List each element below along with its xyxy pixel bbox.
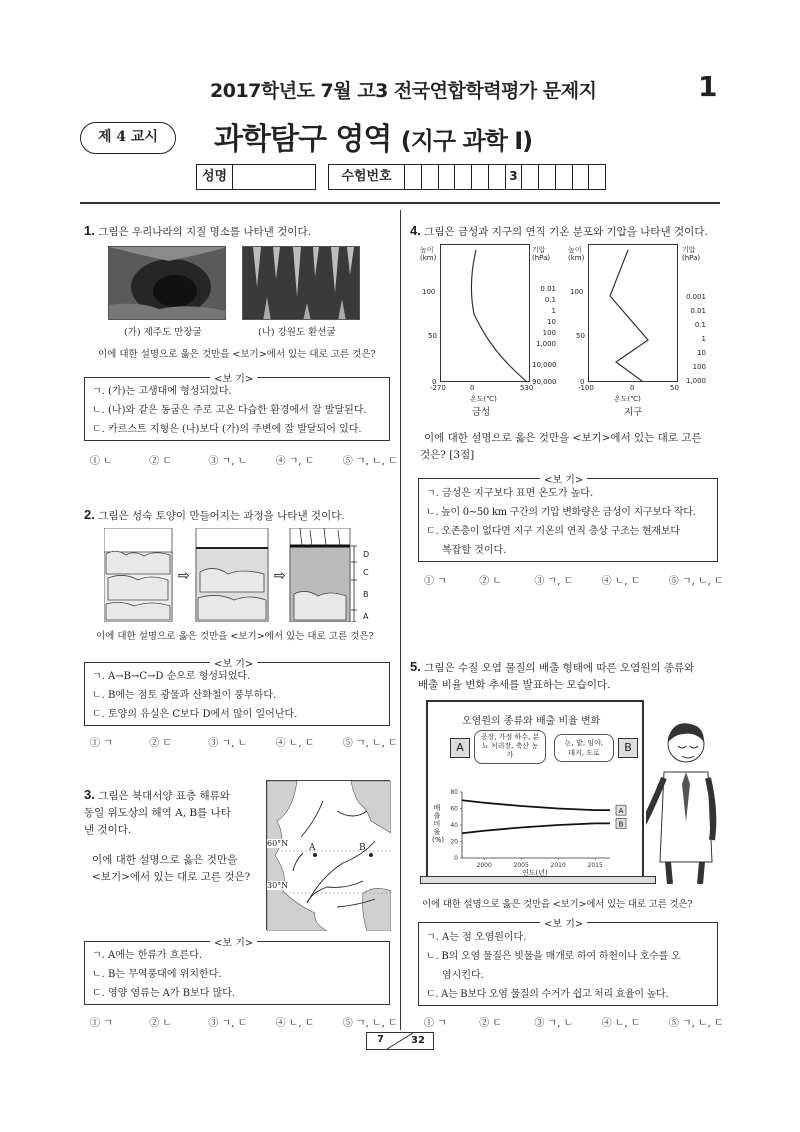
exam-number-digit[interactable] — [589, 165, 605, 189]
exam-number-box — [328, 164, 606, 190]
q1-bogi-items — [92, 382, 388, 439]
column-divider — [400, 210, 401, 1030]
q2-stem-text: 그림은 성숙 토양이 만들어지는 과정을 나타낸 것이다. — [98, 510, 345, 522]
q5-choice-5[interactable]: ⑤ ㄱ, ㄴ, ㄷ — [668, 1018, 724, 1029]
exam-number-digit[interactable] — [556, 165, 573, 189]
q3-prompt-line-2: <보기>에서 있는 대로 고른 것은? — [92, 871, 251, 883]
earth-p-4: 1 — [701, 335, 706, 343]
q3-stem-line-3: 낸 것이다. — [84, 824, 132, 836]
exam-number-digit[interactable] — [405, 165, 422, 189]
limestone-cave-image — [243, 247, 360, 320]
q1-caption-a: (가) 제주도 만장굴 — [124, 327, 202, 338]
q3-item-3: ㄷ. 영양 염류는 A가 B보다 많다. — [92, 988, 236, 999]
q3-current-map — [266, 780, 390, 930]
q2-choices — [90, 734, 398, 749]
q5-stem-line-1 — [410, 658, 722, 677]
q5-number: 5. — [410, 659, 421, 674]
earth-profile-plot — [588, 244, 678, 386]
q1-prompt: 이에 대한 설명으로 옳은 것만을 <보기>에서 있는 대로 고른 것은? — [98, 349, 376, 360]
q5-bogi-items — [426, 928, 716, 1004]
venus-profile-plot — [440, 244, 530, 386]
venus-x-zero: 0 — [470, 384, 475, 392]
subject-title — [214, 114, 532, 158]
venus-x-min: -270 — [430, 384, 446, 392]
q4-number: 4. — [410, 223, 421, 238]
chart-x-tick-label: 2005 — [513, 862, 529, 869]
earth-x-zero: 0 — [630, 384, 635, 392]
page-number: 1 — [698, 70, 718, 103]
q5-choice-2[interactable]: ② ㄷ — [479, 1018, 503, 1029]
q5-bogi-title: <보 기> — [540, 915, 587, 930]
venus-p-4: 10 — [547, 318, 556, 326]
q2-item-1: ㄱ. A→B→C→D 순으로 형성되었다. — [92, 671, 251, 682]
q4-bogi-title: <보 기> — [540, 471, 587, 486]
q4-choice-1[interactable]: ① ㄱ — [424, 576, 447, 587]
venus-p-2: 0.1 — [544, 296, 556, 304]
q1-bogi-title: <보 기> — [210, 370, 257, 385]
q3-choice-2[interactable]: ② ㄴ — [149, 1018, 173, 1029]
q5-choice-1[interactable]: ① ㄱ — [424, 1018, 447, 1029]
earth-caption: 지구 — [624, 407, 643, 418]
q1-choice-2[interactable]: ② ㄷ — [149, 456, 173, 467]
page-total: 32 — [411, 1035, 425, 1046]
q2-item-3: ㄷ. 토양의 유실은 C보다 D에서 많이 일어난다. — [92, 709, 298, 720]
name-label: 성명 — [197, 165, 233, 189]
page-current: 7 — [377, 1034, 384, 1045]
venus-caption: 금성 — [472, 407, 491, 418]
venus-p-3: 1 — [551, 307, 556, 315]
q2-choice-4[interactable]: ④ ㄴ, ㄷ — [275, 738, 315, 749]
venus-press-label: 기압(hPa) — [532, 246, 551, 262]
earth-y-0: 0 — [580, 378, 585, 386]
q1-choice-5[interactable]: ⑤ ㄱ, ㄴ, ㄷ — [342, 456, 398, 467]
q2-stem — [84, 506, 345, 525]
q1-number: 1. — [84, 223, 95, 238]
q5-item-1: ㄱ. A는 점 오염원이다. — [426, 932, 527, 943]
map-label-a: A — [309, 843, 316, 853]
q5-choice-3[interactable]: ③ ㄱ, ㄴ — [534, 1018, 574, 1029]
q1-caption-b: (나) 강원도 환선굴 — [258, 327, 336, 338]
q1-item-3: ㄷ. 카르스트 지형은 (나)보다 (가)의 주변에 잘 발달되어 있다. — [92, 424, 362, 435]
emission-ratio-chart — [440, 786, 636, 878]
chart-y-tick-label: 0 — [454, 855, 458, 862]
exam-title: 2017학년도 7월 고3 전국연합학력평가 문제지 — [210, 80, 597, 102]
earth-y-50: 50 — [576, 332, 585, 340]
earth-p-7: 1,000 — [685, 377, 706, 385]
earth-p-2: 0.01 — [690, 307, 706, 315]
map-label-60n: 60°N — [267, 839, 289, 848]
q5-item-2: ㄴ. B의 오염 물질은 빗물을 매개로 하여 하천이나 호수를 오 — [426, 951, 681, 962]
venus-x-label: 온도(℃) — [470, 395, 497, 403]
q3-item-1: ㄱ. A에는 한류가 흐른다. — [92, 950, 203, 961]
map-label-30n: 30°N — [267, 881, 289, 890]
lava-tube-image — [109, 247, 226, 320]
q4-choice-2[interactable]: ② ㄴ — [479, 576, 503, 587]
soil-stage-1 — [104, 528, 172, 622]
q3-bogi-title: <보 기> — [210, 934, 257, 949]
board-a-desc: 공장, 가정 하수, 분뇨 처리장, 축산 농가 — [474, 730, 546, 764]
chart-y-tick-label: 20 — [450, 838, 458, 846]
exam-number-digit[interactable] — [455, 165, 472, 189]
earth-alt-label: 높이(km) — [568, 246, 585, 262]
period-badge — [80, 122, 176, 154]
name-field[interactable] — [233, 165, 315, 189]
exam-number-digit[interactable] — [539, 165, 556, 189]
chart-y-tick-label: 40 — [450, 822, 458, 829]
q2-number: 2. — [84, 507, 95, 522]
venus-p-5: 100 — [542, 329, 556, 337]
q5-stem-text-1: 그림은 수질 오염 물질의 배출 형태에 따른 오염원의 종류와 — [424, 662, 695, 674]
venus-alt-label: 높이(km) — [420, 246, 437, 262]
venus-y-0: 0 — [432, 378, 437, 386]
q4-stem — [410, 222, 708, 241]
q3-choice-5[interactable]: ⑤ ㄱ, ㄴ, ㄷ — [342, 1018, 398, 1029]
q4-choice-4[interactable]: ④ ㄴ, ㄷ — [601, 576, 641, 587]
q1-photo-manjanggul — [108, 246, 226, 320]
exam-number-label: 수험번호 — [329, 165, 405, 189]
q4-choice-3[interactable]: ③ ㄱ, ㄷ — [534, 576, 574, 587]
chart-y-tick-label: 80 — [450, 789, 458, 796]
subject-title-main: 과학탐구 영역 — [214, 122, 392, 157]
exam-number-digit[interactable]: 3 — [506, 165, 523, 189]
soil-layer-bracket — [351, 546, 357, 622]
chart-y-tick-label: 60 — [450, 805, 458, 813]
venus-y-100: 100 — [422, 288, 436, 296]
q3-item-2: ㄴ. B는 무역풍대에 위치한다. — [92, 969, 222, 980]
header-rule — [80, 202, 720, 204]
q4-prompt-line-1: 이에 대한 설명으로 옳은 것만을 <보기>에서 있는 대로 고른 — [424, 432, 702, 444]
q2-bogi-title: <보 기> — [210, 655, 257, 670]
chart-series-a-label: A — [618, 807, 624, 816]
subject-title-sub: (지구 과학 Ⅰ) — [400, 127, 533, 155]
venus-x-max: 530 — [520, 384, 534, 392]
q2-prompt: 이에 대한 설명으로 옳은 것만을 <보기>에서 있는 대로 고른 것은? — [96, 631, 374, 642]
q1-choice-1[interactable]: ① ㄴ — [90, 456, 113, 467]
venus-p-1: 0.01 — [540, 285, 556, 293]
q4-bogi-items — [426, 484, 716, 560]
earth-pressure-ticks — [680, 290, 706, 388]
svg-text:⇨: ⇨ — [178, 568, 190, 584]
q3-choice-1[interactable]: ① ㄱ — [90, 1018, 113, 1029]
exam-number-digit[interactable] — [439, 165, 456, 189]
q2-choice-3[interactable]: ③ ㄱ, ㄴ — [208, 738, 248, 749]
q2-choice-5[interactable]: ⑤ ㄱ, ㄴ, ㄷ — [342, 738, 398, 749]
q4-item-2: ㄴ. 높이 0~50 km 구간의 기압 변화량은 금성이 지구보다 작다. — [426, 507, 696, 518]
chart-x-label: 연도(년) — [522, 869, 548, 877]
venus-p-8: 90,000 — [532, 378, 557, 386]
soil-stage-2 — [196, 528, 268, 622]
ocean-current-map — [267, 781, 391, 931]
soil-formation-image — [104, 528, 380, 622]
q3-stem-line-1 — [84, 786, 256, 805]
q3-stem-line-2: 동일 위도상의 해역 A, B를 나타 — [84, 807, 231, 819]
q3-prompt-line-1: 이에 대한 설명으로 옳은 것만을 — [92, 854, 238, 866]
q4-item-1: ㄱ. 금성은 지구보다 표면 온도가 높다. — [426, 488, 594, 499]
earth-y-100: 100 — [570, 288, 584, 296]
q1-choice-3[interactable]: ③ ㄱ, ㄴ — [208, 456, 248, 467]
q4-choices — [424, 572, 724, 587]
name-box — [196, 164, 316, 190]
q5-prompt: 이에 대한 설명으로 옳은 것만을 <보기>에서 있는 대로 고른 것은? — [422, 899, 693, 910]
svg-text:⇨: ⇨ — [274, 568, 286, 584]
q5-stem-line-2: 배출 비율 변화 추세를 발표하는 모습이다. — [418, 679, 611, 691]
soil-label-c: C — [363, 568, 369, 577]
earth-x-max: 50 — [670, 384, 679, 392]
venus-profile — [420, 244, 558, 416]
q4-stem-text: 그림은 금성과 지구의 연직 기온 분포와 기압을 나타낸 것이다. — [424, 226, 708, 238]
q5-choices — [424, 1014, 724, 1029]
q4-item-3-cont: 복잡할 것이다. — [442, 545, 507, 556]
q4-prompt-line-2: 것은? [3점] — [420, 449, 475, 461]
page-indicator — [366, 1032, 434, 1050]
earth-press-label: 기압(hPa) — [682, 246, 701, 262]
chart-x-tick-label: 2010 — [550, 862, 566, 869]
venus-p-7: 10,000 — [532, 361, 557, 369]
soil-label-d: D — [363, 550, 370, 559]
earth-p-5: 10 — [697, 349, 706, 357]
q3-choice-3[interactable]: ③ ㄱ, ㄷ — [208, 1018, 248, 1029]
q5-presentation-figure — [420, 700, 720, 886]
presenter-figure — [646, 712, 720, 884]
exam-number-digit[interactable] — [422, 165, 439, 189]
map-label-b: B — [359, 843, 366, 853]
venus-p-6: 1,000 — [535, 340, 556, 348]
soil-label-b: B — [363, 590, 369, 599]
board-title: 오염원의 종류와 배출 비율 변화 — [462, 716, 601, 727]
earth-x-min: -100 — [578, 384, 594, 392]
earth-profile — [568, 244, 708, 416]
q4-item-3: ㄷ. 오존층이 없다면 지구 기온의 연직 층상 구조는 현재보다 — [426, 526, 680, 537]
board-label-b: B — [618, 738, 638, 758]
venus-pressure-ticks — [532, 284, 556, 388]
chart-y-label: 배출 비율(%) — [432, 804, 445, 844]
earth-x-label: 온도(℃) — [614, 395, 641, 403]
exam-number-digit[interactable] — [489, 165, 506, 189]
q5-choice-4[interactable]: ④ ㄴ, ㄷ — [601, 1018, 641, 1029]
q1-item-2: ㄴ. (나)와 같은 동굴은 주로 고온 다습한 환경에서 잘 발달된다. — [92, 405, 367, 416]
exam-number-digit[interactable] — [522, 165, 539, 189]
q1-photo-hwanseongul — [242, 246, 360, 320]
earth-p-3: 0.1 — [694, 321, 706, 329]
q4-prompt — [420, 430, 724, 464]
venus-y-50: 50 — [428, 332, 437, 340]
q2-choice-1[interactable]: ① ㄱ — [90, 738, 113, 749]
exam-number-digits[interactable] — [405, 165, 605, 189]
soil-label-a: A — [363, 612, 369, 621]
q3-prompt — [92, 852, 262, 886]
q1-item-1: ㄱ. (가)는 고생대에 형성되었다. — [92, 386, 232, 397]
chart-series-b-line — [462, 823, 610, 833]
q3-choice-4[interactable]: ④ ㄴ, ㄷ — [275, 1018, 315, 1029]
chart-x-tick-label: 2000 — [476, 862, 492, 869]
q5-stem — [410, 658, 722, 694]
board-b-desc: 논, 밭, 임야, 대지, 도로 — [554, 734, 614, 762]
chart-series-a-line — [462, 800, 610, 810]
chart-series-b-label: B — [618, 820, 624, 829]
exam-number-digit[interactable] — [573, 165, 590, 189]
q5-item-2-cont: 염시킨다. — [442, 970, 484, 981]
q3-choices — [90, 1014, 398, 1029]
board-label-a: A — [450, 738, 470, 758]
q1-choice-4[interactable]: ④ ㄱ, ㄷ — [275, 456, 315, 467]
period-badge-label: 제 4 교시 — [97, 129, 159, 145]
chart-x-tick-label: 2015 — [587, 862, 603, 869]
q2-item-2: ㄴ. B에는 점토 광물과 산화철이 풍부하다. — [92, 690, 277, 701]
exam-number-digit[interactable] — [472, 165, 489, 189]
q1-stem-text: 그림은 우리나라의 지질 명소를 나타낸 것이다. — [98, 226, 311, 238]
q3-stem-text-1: 그림은 북대서양 표층 해류와 — [98, 790, 230, 802]
q1-choices — [90, 452, 398, 467]
q2-soil-diagram — [104, 528, 380, 622]
q3-number: 3. — [84, 787, 95, 802]
q5-item-3: ㄷ. A는 B보다 오염 물질의 수거가 쉽고 처리 효율이 높다. — [426, 989, 669, 1000]
soil-stage-3 — [290, 528, 350, 622]
earth-p-6: 100 — [692, 363, 706, 371]
q3-stem — [84, 786, 256, 839]
earth-p-1: 0.001 — [685, 293, 706, 301]
q1-stem — [84, 222, 311, 241]
q2-bogi-items — [92, 667, 388, 724]
q4-choice-5[interactable]: ⑤ ㄱ, ㄴ, ㄷ — [668, 576, 724, 587]
q2-choice-2[interactable]: ② ㄷ — [149, 738, 173, 749]
q3-bogi-items — [92, 946, 388, 1003]
